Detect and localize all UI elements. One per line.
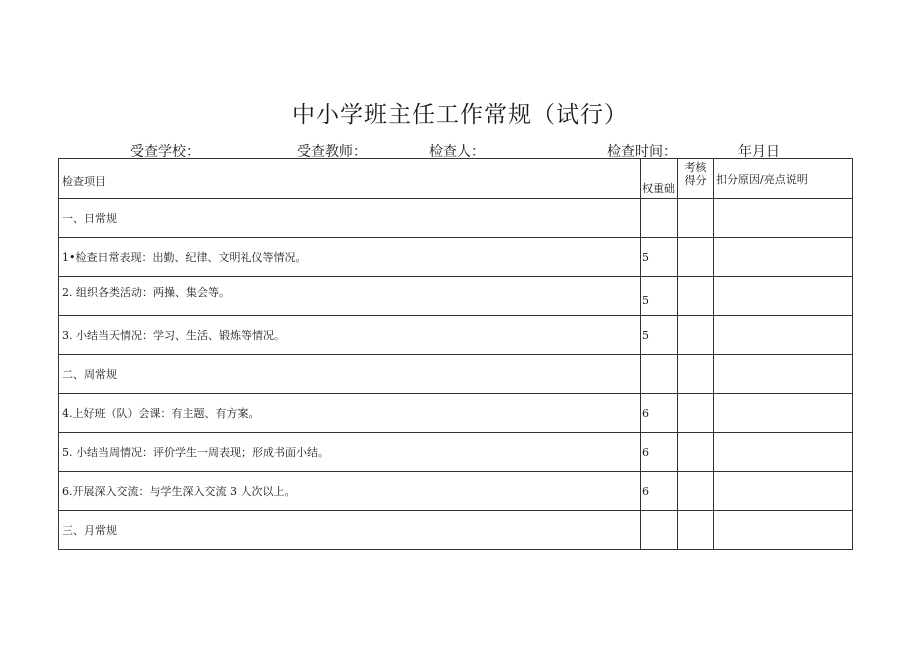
row-item: 三、月常规 bbox=[59, 511, 641, 550]
row-reason-cell bbox=[714, 277, 853, 316]
document-title: 中小学班主任工作常规（试行） bbox=[292, 102, 628, 128]
row-item: 1•检查日常表现：出勤、纪律、文明礼仪等情况。 bbox=[59, 238, 641, 277]
teacher-label: 受查教师： bbox=[297, 144, 367, 160]
row-item: 3. 小结当天情况：学习、生活、锻炼等情况。 bbox=[59, 316, 641, 355]
header-score-line2: 得分 bbox=[684, 174, 707, 187]
row-reason-cell bbox=[714, 238, 853, 277]
header-score bbox=[678, 159, 714, 199]
row-item: 一、日常规 bbox=[59, 199, 641, 238]
row-weight: 5 bbox=[641, 316, 678, 355]
header-item: 检查项目 bbox=[59, 159, 641, 199]
header-reason: 扣分原因/亮点说明 bbox=[714, 159, 853, 199]
header-weight: 权重础 bbox=[641, 159, 678, 199]
inspection-table bbox=[58, 158, 853, 550]
row-score-cell bbox=[678, 199, 714, 238]
row-reason-cell bbox=[714, 433, 853, 472]
row-score-cell bbox=[678, 277, 714, 316]
header-score-line1: 考核 bbox=[684, 161, 707, 174]
row-item: 6.开展深入交流：与学生深入交流 3 人次以上。 bbox=[59, 472, 641, 511]
row-weight bbox=[641, 199, 678, 238]
table-row bbox=[59, 433, 853, 472]
table-row bbox=[59, 199, 853, 238]
row-weight-text: 5 bbox=[642, 293, 649, 307]
row-weight: 6 bbox=[641, 433, 678, 472]
table-row bbox=[59, 394, 853, 433]
row-weight bbox=[641, 511, 678, 550]
table-row bbox=[59, 316, 853, 355]
row-score-cell bbox=[678, 433, 714, 472]
row-score-cell bbox=[678, 394, 714, 433]
table-row bbox=[59, 511, 853, 550]
inspector-label: 检查人： bbox=[429, 144, 485, 160]
table-row bbox=[59, 238, 853, 277]
row-weight: 6 bbox=[641, 472, 678, 511]
row-score-cell bbox=[678, 355, 714, 394]
row-reason-cell bbox=[714, 316, 853, 355]
table-row bbox=[59, 472, 853, 511]
row-reason-cell bbox=[714, 511, 853, 550]
row-weight bbox=[641, 277, 678, 316]
date-label: 年月日 bbox=[738, 144, 780, 160]
row-weight: 6 bbox=[641, 394, 678, 433]
table-row bbox=[59, 355, 853, 394]
row-score-cell bbox=[678, 472, 714, 511]
table-header-row bbox=[59, 159, 853, 199]
row-item: 二、周常规 bbox=[59, 355, 641, 394]
row-item: 4.上好班（队）会课：有主题、有方案。 bbox=[59, 394, 641, 433]
row-weight: 5 bbox=[641, 238, 678, 277]
row-reason-cell bbox=[714, 394, 853, 433]
row-item-text: 2. 组织各类活动：两操、集会等。 bbox=[62, 286, 230, 299]
row-reason-cell bbox=[714, 199, 853, 238]
row-weight bbox=[641, 355, 678, 394]
row-score-cell bbox=[678, 316, 714, 355]
school-label: 受查学校： bbox=[130, 144, 200, 160]
row-score-cell bbox=[678, 511, 714, 550]
inspection-time-label: 检查时间： bbox=[607, 144, 677, 160]
row-item: 5. 小结当周情况：评价学生一周表现；形成书面小结。 bbox=[59, 433, 641, 472]
row-score-cell bbox=[678, 238, 714, 277]
table-row bbox=[59, 277, 853, 316]
row-item bbox=[59, 277, 641, 316]
row-reason-cell bbox=[714, 355, 853, 394]
row-reason-cell bbox=[714, 472, 853, 511]
